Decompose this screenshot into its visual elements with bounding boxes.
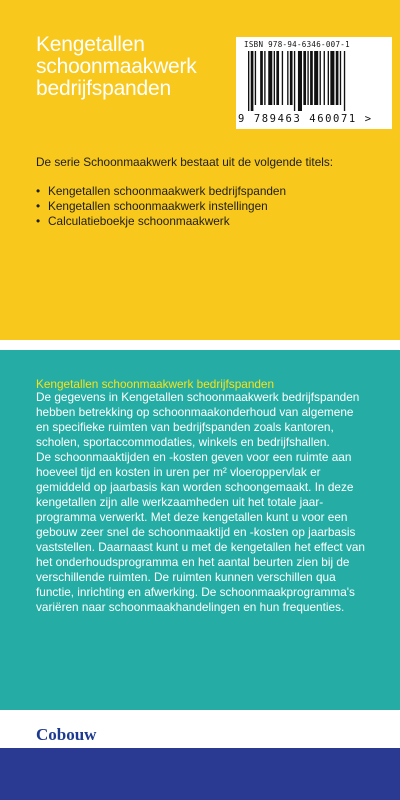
description-line: gebouw zeer snel de schoonmaaktijd en -kosten op jaarbasis [36,525,356,539]
barcode-number: 9 789463 460071 > [238,113,373,125]
description-line: hoeveel tijd en kosten in uren per m² vloeroppervlak er [36,465,321,479]
book-title [36,34,236,100]
description-line: De schoonmaaktijden en -kosten geven voor een ruimte aan [36,450,352,464]
description-line: gemiddeld op jaarbasis kan worden schoongemaakt. In deze [36,480,354,494]
book-title-line: Kengetallen [36,33,145,56]
bottom-band [0,748,400,800]
description-line: vaststellen. Daarnaast kunt u met de kengetallen het effect van [36,540,365,554]
description-line: programma verwerkt. Met deze kengetallen kunt u voor een [36,510,348,524]
book-title-line: bedrijfspanden [36,77,171,100]
series-list [36,184,286,229]
description-line: verschillende ruimten. De ruimten kunnen verschillen qua [36,570,336,584]
list-item: • Calculatieboekje schoonmaakwerk [36,214,230,228]
publisher-strip [0,724,400,748]
description-line: het onderhoudsprogramma en het aantal beurten zien bij de [36,555,350,569]
description-panel [0,350,400,710]
isbn-text: ISBN 978-94-6346-007-1 [244,40,350,49]
description-line: hebben betrekking op schoonmaakonderhoud van algemene [36,405,354,419]
description-heading: Kengetallen schoonmaakwerk bedrijfspanden [36,377,275,391]
description-line: functie, inrichting en afwerking. De schoonmaakprogramma's [36,585,355,599]
description-line: De gegevens in Kengetallen schoonmaakwerk bedrijfspanden [36,390,360,404]
description-line: scholen, sportaccommodaties, winkels en bedrijfshallen. [36,435,330,449]
list-item: • Kengetallen schoonmaakwerk instellingen [36,199,268,213]
divider [0,340,400,350]
divider [0,710,400,724]
cover-top-panel [0,0,400,340]
description-line: variëren naar schoonmaakhandelingen en hun frequenties. [36,600,345,614]
series-intro: De serie Schoonmaakwerk bestaat uit de volgende titels: [36,155,334,169]
description-line: kengetallen zijn alle werkzaamheden uit het totale jaar- [36,495,324,509]
book-title-line: schoonmaakwerk [36,55,197,78]
description-body [36,390,381,615]
description-line: en specifieke ruimten van bedrijfspanden zoals kantoren, [36,420,334,434]
list-item: • Kengetallen schoonmaakwerk bedrijfspanden [36,184,287,198]
barcode-label [236,37,392,129]
publisher-logo: Cobouw [36,725,97,744]
barcode-icon [248,51,378,111]
